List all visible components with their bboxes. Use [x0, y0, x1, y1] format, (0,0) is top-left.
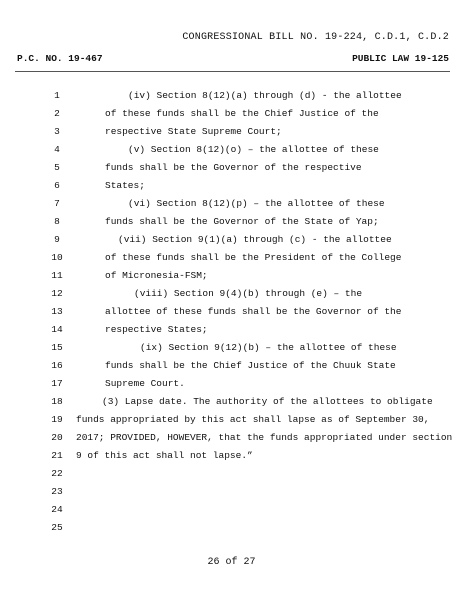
bill-line [0, 430, 463, 446]
line-text: 9 of this act shall not lapse.” [76, 450, 253, 461]
bill-line [0, 178, 463, 194]
bill-number-header: CONGRESSIONAL BILL NO. 19-224, C.D.1, C.D.2 [182, 32, 449, 43]
line-text: respective States; [105, 324, 208, 335]
bill-line [0, 304, 463, 320]
bill-line [0, 448, 463, 464]
bill-line [0, 124, 463, 140]
line-text: of these funds shall be the President of the College [105, 252, 402, 263]
line-text: (vii) Section 9(1)(a) through (c) - the allottee [118, 234, 392, 245]
line-number: 3 [54, 126, 60, 137]
bill-line [0, 484, 463, 500]
bill-line [0, 250, 463, 266]
bill-line [0, 376, 463, 392]
line-number: 14 [51, 324, 63, 335]
bill-line [0, 286, 463, 302]
page-number: 26 of 27 [207, 557, 256, 568]
line-number: 5 [54, 162, 60, 173]
line-number: 10 [51, 252, 63, 263]
bill-line [0, 268, 463, 284]
line-number: 24 [51, 504, 63, 515]
bill-line [0, 340, 463, 356]
bill-line [0, 106, 463, 122]
line-text: funds appropriated by this act shall lapse as of September 30, [76, 414, 430, 425]
line-number: 12 [51, 288, 63, 299]
pc-number-header: P.C. NO. 19-467 [17, 53, 103, 64]
bill-line [0, 322, 463, 338]
line-number: 7 [54, 198, 60, 209]
line-text: (v) Section 8(12)(o) – the allottee of these [128, 144, 379, 155]
bill-line [0, 520, 463, 536]
line-number: 25 [51, 522, 63, 533]
line-text: of these funds shall be the Chief Justice of the [105, 108, 379, 119]
line-number: 19 [51, 414, 63, 425]
header-rule [15, 71, 450, 72]
public-law-header: PUBLIC LAW 19-125 [352, 53, 449, 64]
line-text: (viii) Section 9(4)(b) through (e) – the [134, 288, 363, 299]
line-number: 17 [51, 378, 63, 389]
line-number: 2 [54, 108, 60, 119]
line-number: 8 [54, 216, 60, 227]
line-text: Supreme Court. [105, 378, 185, 389]
line-text: 2017; PROVIDED, HOWEVER, that the funds appropriated under section [76, 432, 453, 443]
line-number: 15 [51, 342, 63, 353]
line-text: (3) Lapse date. The authority of the allottees to obligate [102, 396, 433, 407]
bill-line [0, 142, 463, 158]
line-text: allottee of these funds shall be the Governor of the [105, 306, 402, 317]
bill-line [0, 214, 463, 230]
line-number: 22 [51, 468, 63, 479]
bill-line [0, 232, 463, 248]
line-number: 6 [54, 180, 60, 191]
bill-line [0, 88, 463, 104]
line-number: 11 [51, 270, 63, 281]
line-text: respective State Supreme Court; [105, 126, 282, 137]
line-number: 18 [51, 396, 63, 407]
line-text: (ix) Section 9(12)(b) – the allottee of these [140, 342, 397, 353]
line-number: 9 [54, 234, 60, 245]
line-number: 4 [54, 144, 60, 155]
line-text: funds shall be the Governor of the respective [105, 162, 362, 173]
bill-line [0, 394, 463, 410]
bill-line [0, 412, 463, 428]
line-text: funds shall be the Governor of the State of Yap; [105, 216, 379, 227]
line-text: (vi) Section 8(12)(p) – the allottee of these [128, 198, 385, 209]
bill-line [0, 358, 463, 374]
bill-line [0, 502, 463, 518]
bill-line [0, 160, 463, 176]
line-text: (iv) Section 8(12)(a) through (d) - the allottee [128, 90, 402, 101]
line-number: 21 [51, 450, 63, 461]
line-text: of Micronesia-FSM; [105, 270, 208, 281]
line-text: funds shall be the Chief Justice of the Chuuk State [105, 360, 396, 371]
line-number: 23 [51, 486, 63, 497]
line-number: 13 [51, 306, 63, 317]
line-number: 20 [51, 432, 63, 443]
line-number: 1 [54, 90, 60, 101]
bill-line [0, 466, 463, 482]
line-text: States; [105, 180, 145, 191]
bill-line [0, 196, 463, 212]
line-number: 16 [51, 360, 63, 371]
